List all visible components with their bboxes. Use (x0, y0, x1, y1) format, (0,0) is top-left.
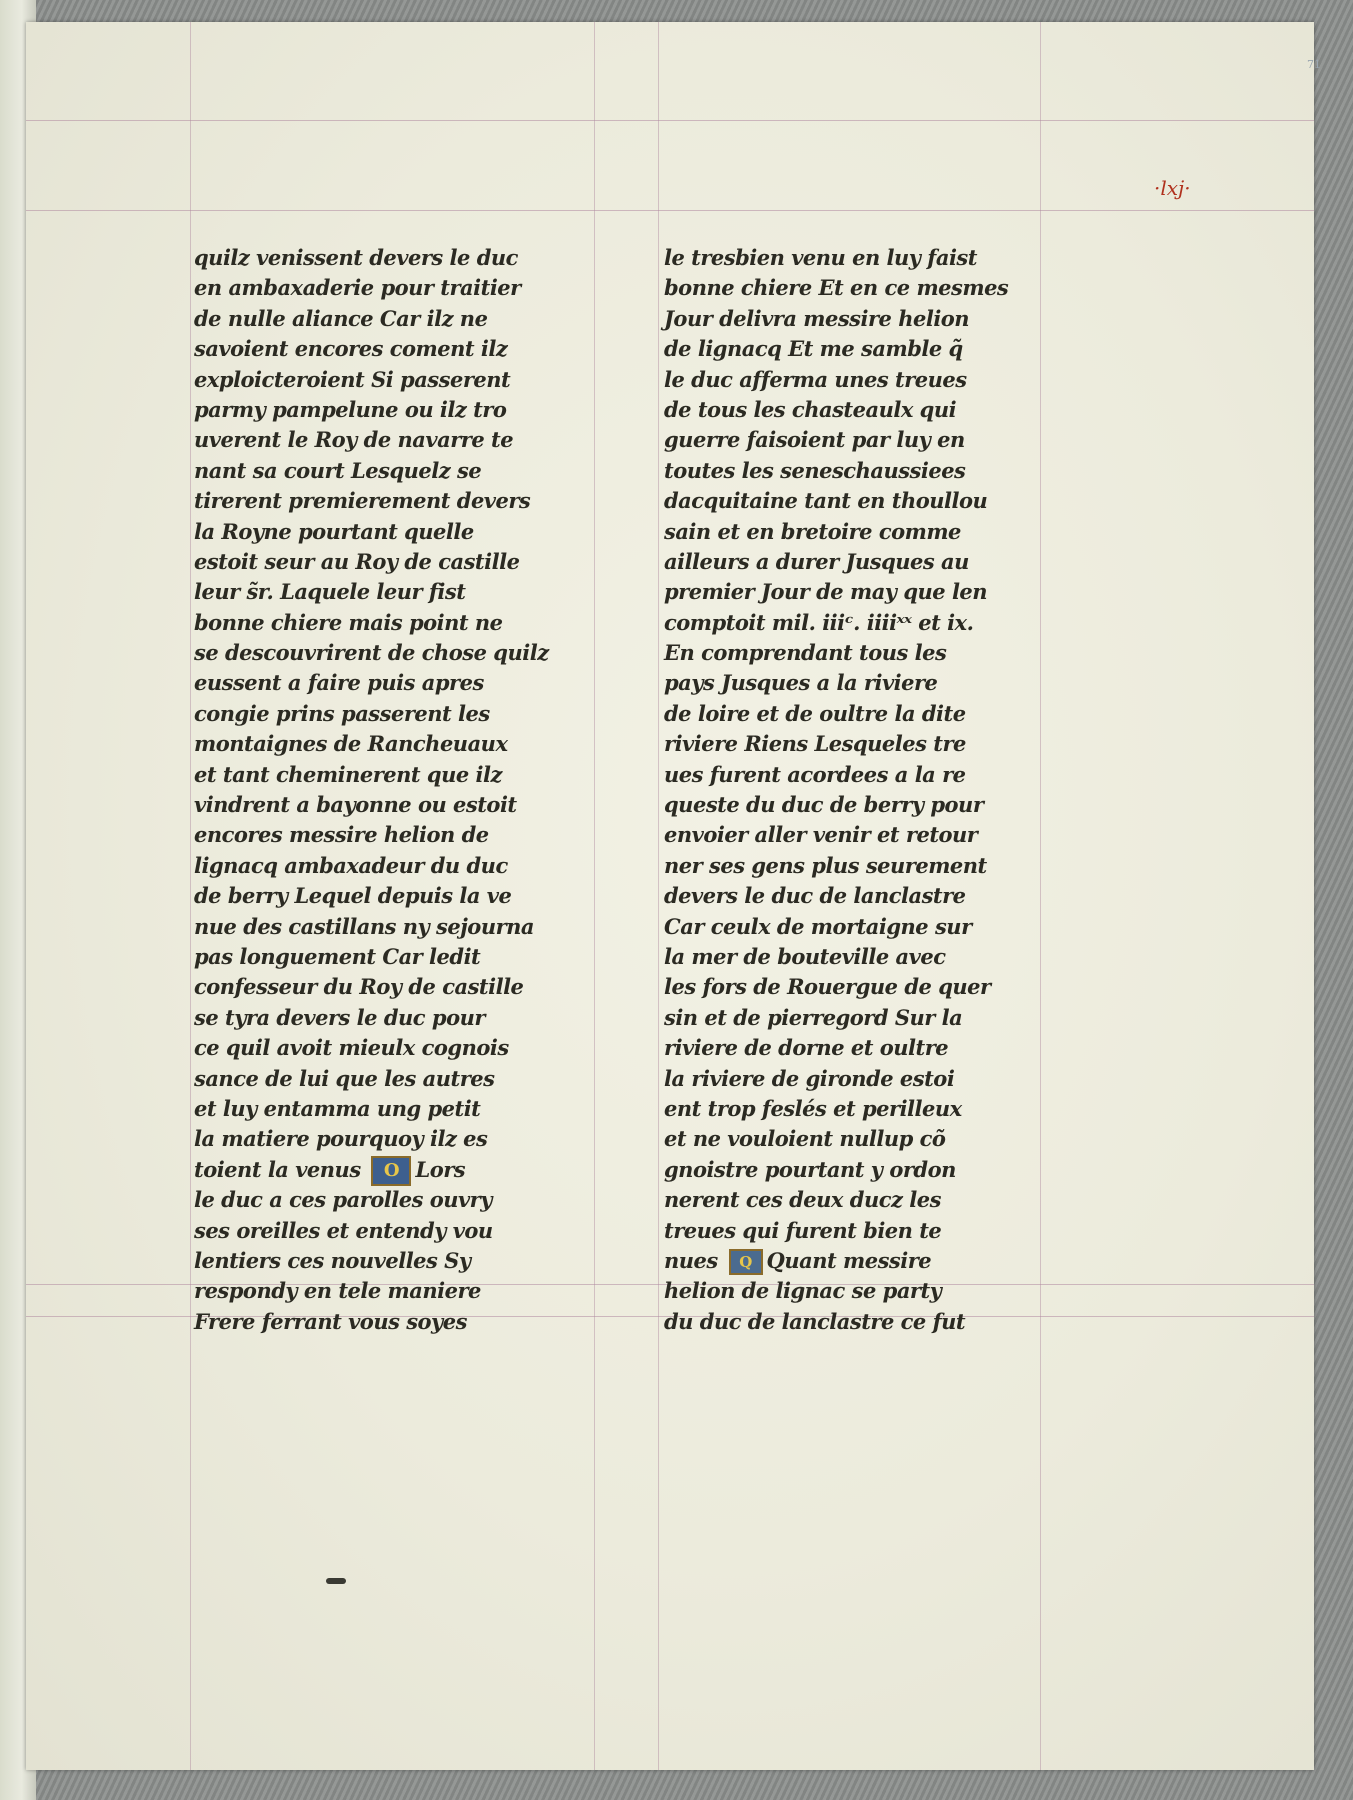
text-line (194, 729, 584, 759)
text-line (664, 1064, 1054, 1094)
text-line (194, 517, 584, 547)
text-line (664, 760, 1054, 790)
text-line (194, 1246, 584, 1276)
line-text: premier Jour de may que len (664, 579, 988, 605)
text-line (194, 1124, 584, 1154)
text-line (664, 668, 1054, 698)
line-text: lentiers ces nouvelles Sy (194, 1247, 471, 1273)
folio-number: 71 (1307, 58, 1321, 71)
text-line (664, 456, 1054, 486)
line-text: nant sa court Lesquelz se (194, 457, 482, 483)
text-line (664, 851, 1054, 881)
line-text: en ambaxaderie pour traitier (194, 275, 521, 301)
ruling-line (594, 22, 595, 1770)
text-line (194, 304, 584, 334)
line-text: le duc afferma unes treues (664, 366, 967, 392)
line-text: toutes les seneschaussiees (664, 457, 966, 483)
text-line (664, 1155, 1054, 1185)
line-text: vindrent a bayonne ou estoit (194, 792, 517, 818)
line-text: la matiere pourquoy ilz es (194, 1126, 488, 1152)
text-line (194, 1155, 584, 1185)
ruling-line (190, 22, 191, 1770)
text-line (194, 881, 584, 911)
line-text: confesseur du Roy de castille (194, 974, 524, 1000)
text-line (194, 608, 584, 638)
line-text: gnoistre pourtant y ordon (664, 1156, 956, 1182)
text-line (664, 881, 1054, 911)
line-text: Car ceulx de mortaigne sur (664, 913, 972, 939)
running-head: ·lxj· (1154, 176, 1191, 200)
line-text: ce quil avoit mieulx cognois (194, 1035, 509, 1061)
line-text: savoient encores coment ilz (194, 336, 508, 362)
text-line (664, 273, 1054, 303)
line-text: se tyra devers le duc pour (194, 1004, 485, 1030)
line-text: de loire et de oultre la dite (664, 700, 966, 726)
text-line (194, 395, 584, 425)
text-line (194, 243, 584, 273)
line-text: leur s̃r. Laquele leur fist (194, 579, 466, 605)
text-line (664, 1307, 1054, 1337)
text-line (194, 1003, 584, 1033)
text-line (194, 1064, 584, 1094)
text-line (664, 972, 1054, 1002)
text-line (664, 334, 1054, 364)
text-line (194, 668, 584, 698)
text-line (664, 243, 1054, 273)
text-line (194, 820, 584, 850)
initial-word: Quant messire (766, 1247, 932, 1273)
text-line (664, 1276, 1054, 1306)
text-line (664, 365, 1054, 395)
line-text: lignacq ambaxadeur du duc (194, 852, 508, 878)
line-text: riviere Riens Lesqueles tre (664, 731, 966, 757)
line-text: du duc de lanclastre ce fut (664, 1308, 966, 1334)
text-line (194, 638, 584, 668)
line-text: Frere ferrant vous soyes (194, 1308, 467, 1334)
text-line (194, 547, 584, 577)
text-line (194, 912, 584, 942)
text-line (664, 547, 1054, 577)
text-line (194, 577, 584, 607)
line-text: eussent a faire puis apres (194, 670, 484, 696)
text-line (664, 1216, 1054, 1246)
line-text: montaignes de Rancheuaux (194, 731, 508, 757)
line-text: uverent le Roy de navarre te (194, 427, 514, 453)
text-line (194, 456, 584, 486)
line-text: la Royne pourtant quelle (194, 518, 474, 544)
line-text: respondy en tele maniere (194, 1278, 481, 1304)
line-text: toient la venus (194, 1156, 361, 1182)
text-line (194, 699, 584, 729)
text-line (664, 395, 1054, 425)
text-line (664, 790, 1054, 820)
text-line (664, 1185, 1054, 1215)
text-line (194, 1216, 584, 1246)
text-line (194, 942, 584, 972)
text-line (664, 729, 1054, 759)
line-text: treues qui furent bien te (664, 1217, 942, 1243)
line-text: pas longuement Car ledit (194, 943, 481, 969)
text-line (664, 1094, 1054, 1124)
line-text: et ne vouloient nullup cõ (664, 1126, 946, 1152)
text-line (194, 365, 584, 395)
line-text: se descouvrirent de chose quilz (194, 640, 549, 666)
text-line (194, 790, 584, 820)
line-text: et tant cheminerent que ilz (194, 761, 502, 787)
left-text-column (194, 243, 584, 1337)
text-line (664, 1033, 1054, 1063)
text-line (664, 577, 1054, 607)
line-text: ent trop feslés et perilleux (664, 1095, 962, 1121)
line-text: estoit seur au Roy de castille (194, 548, 520, 574)
line-text: le tresbien venu en luy faist (664, 245, 977, 270)
line-text: ses oreilles et entendy vou (194, 1217, 493, 1243)
ruling-line (26, 210, 1314, 211)
text-line (664, 912, 1054, 942)
line-text: dacquitaine tant en thoullou (664, 488, 988, 514)
line-text: pays Jusques a la riviere (664, 670, 938, 696)
text-line (194, 273, 584, 303)
initial-word: Lors (415, 1156, 466, 1182)
line-text: Jour delivra messire helion (664, 305, 970, 331)
line-text: sance de lui que les autres (194, 1065, 495, 1091)
illuminated-initial: Q (729, 1249, 763, 1275)
text-line (194, 1307, 584, 1337)
text-line (664, 608, 1054, 638)
text-line (194, 760, 584, 790)
text-line (664, 486, 1054, 516)
illuminated-initial: O (371, 1156, 411, 1186)
line-text: ailleurs a durer Jusques au (664, 548, 969, 574)
text-line (194, 486, 584, 516)
line-text: riviere de dorne et oultre (664, 1035, 949, 1061)
line-text: nue des castillans ny sejourna (194, 913, 535, 939)
line-text: queste du duc de berry pour (664, 792, 984, 818)
text-line (194, 1185, 584, 1215)
line-text: devers le duc de lanclastre (664, 883, 966, 909)
text-line (194, 1276, 584, 1306)
line-text: le duc a ces parolles ouvry (194, 1187, 492, 1213)
line-text: envoier aller venir et retour (664, 822, 978, 848)
text-line (664, 699, 1054, 729)
text-line (194, 1094, 584, 1124)
text-line (664, 820, 1054, 850)
line-text: En comprendant tous les (664, 640, 947, 666)
text-line (664, 1246, 1054, 1276)
line-text: encores messire helion de (194, 822, 489, 848)
text-line (664, 425, 1054, 455)
line-text: nerent ces deux ducz les (664, 1187, 941, 1213)
text-line (664, 1003, 1054, 1033)
line-text: guerre faisoient par luy en (664, 427, 965, 453)
right-text-column (664, 243, 1054, 1337)
line-text: tirerent premierement devers (194, 488, 531, 514)
ruling-line (658, 22, 659, 1770)
text-line (194, 972, 584, 1002)
text-line (194, 425, 584, 455)
line-text: quilz venissent devers le duc (194, 245, 518, 270)
text-line (664, 942, 1054, 972)
text-line (194, 334, 584, 364)
line-text: la mer de bouteville avec (664, 943, 946, 969)
line-text: nues (664, 1247, 718, 1273)
line-text: et luy entamma ung petit (194, 1095, 481, 1121)
line-text: ner ses gens plus seurement (664, 852, 987, 878)
line-text: de lignacq Et me samble q̃ (664, 336, 963, 362)
line-text: congie prins passerent les (194, 700, 490, 726)
line-text: bonne chiere mais point ne (194, 609, 503, 635)
line-text: de berry Lequel depuis la ve (194, 883, 512, 909)
text-line (194, 851, 584, 881)
line-text: sain et en bretoire comme (664, 518, 961, 544)
line-text: bonne chiere Et en ce mesmes (664, 275, 1009, 301)
text-line (194, 1033, 584, 1063)
text-line (664, 304, 1054, 334)
line-text: de nulle aliance Car ilz ne (194, 305, 488, 331)
ruling-line (26, 120, 1314, 121)
text-line (664, 517, 1054, 547)
line-text: ues furent acordees a la re (664, 761, 966, 787)
ink-blot (326, 1578, 346, 1584)
line-text: de tous les chasteaulx qui (664, 396, 957, 422)
line-text: helion de lignac se party (664, 1278, 942, 1304)
line-text: sin et de pierregord Sur la (664, 1004, 963, 1030)
line-text: parmy pampelune ou ilz tro (194, 396, 507, 422)
line-text: exploicteroient Si passerent (194, 366, 511, 392)
text-line (664, 638, 1054, 668)
line-text: les fors de Rouergue de quer (664, 974, 991, 1000)
line-text: la riviere de gironde estoi (664, 1065, 955, 1091)
line-text: comptoit mil. iiiᶜ. iiiiˣˣ et ix. (664, 609, 974, 635)
text-line (664, 1124, 1054, 1154)
